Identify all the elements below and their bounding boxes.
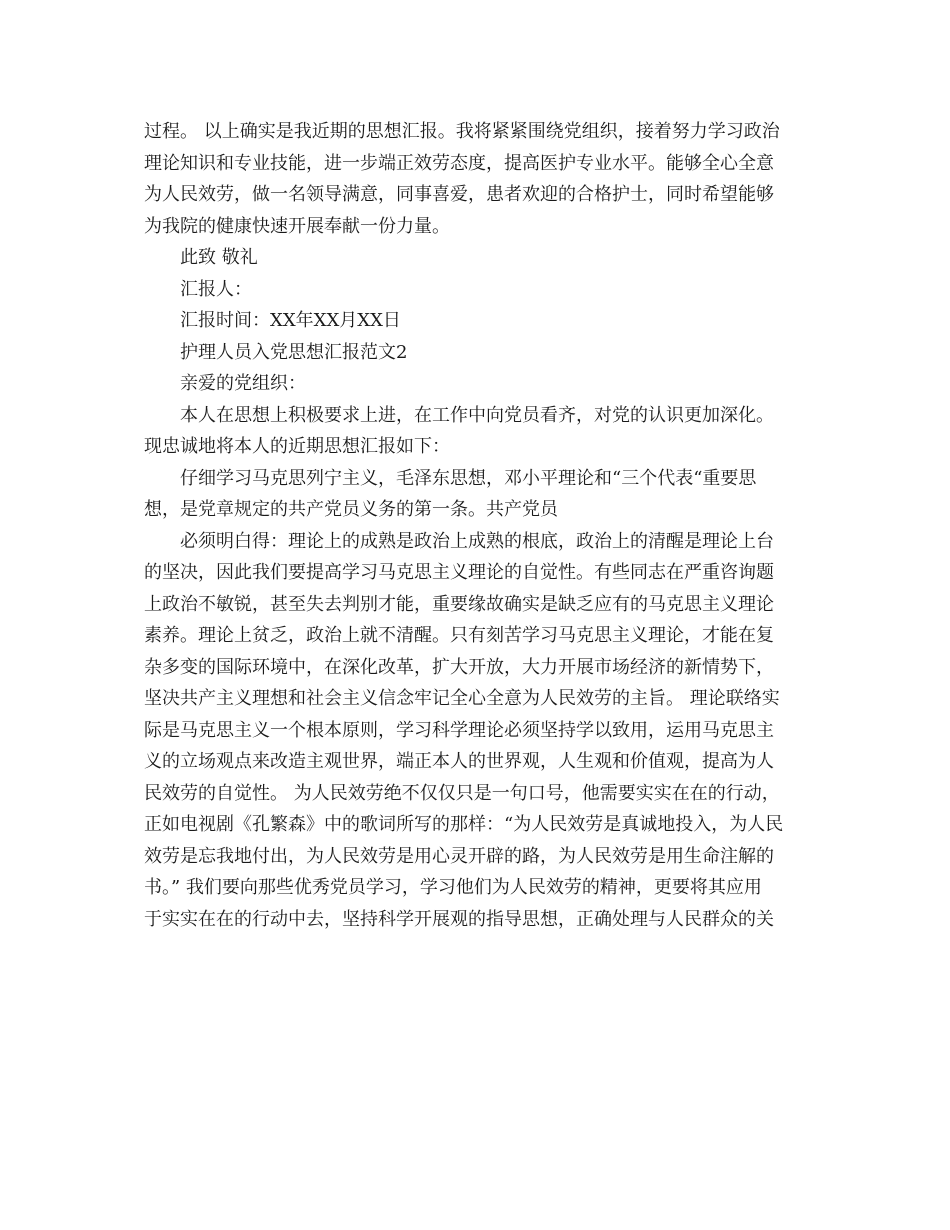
text-line: 素养。理论上贫乏，政治上就不清醒。只有刻苦学习马克思主义理论，才能在复 <box>144 625 774 646</box>
text-line: 汇报人： <box>180 278 252 300</box>
text-line: 杂多变的国际环境中，在深化改革，扩大开放，大力开展市场经济的新情势下， <box>144 656 774 678</box>
text-line: 为我院的健康快速开展奉献一份力量。 <box>144 215 450 237</box>
text-line: 理论知识和专业技能，进一步端正效劳态度，提高医护专业水平。能够全心全意 <box>144 152 774 174</box>
text-line: 汇报时间：XX年XX月XX日 <box>180 310 401 331</box>
text-line: 的坚决，因此我们要提高学习马克思主义理论的自觉性。有些同志在严重咨询题 <box>144 562 774 583</box>
text-line: 坚决共产主义理想和社会主义信念牢记全心全意为人民效劳的主旨。 理论联络实 <box>144 688 780 709</box>
text-line: 书。” 我们要向那些优秀党员学习，学习他们为人民效劳的精神，更要将其应用 <box>144 877 762 898</box>
text-line: 于实实在在的行动中去，坚持科学开展观的指导思想，正确处理与人民群众的关 <box>144 908 774 930</box>
text-line: 此致 敬礼 <box>180 247 258 268</box>
document-body <box>144 116 804 935</box>
text-line: 想，是党章规定的共产党员义务的第一条。共产党员 <box>144 499 558 520</box>
text-line: 上政治不敏锐，甚至失去判别才能，重要缘故确实是缺乏应有的马克思主义理论 <box>144 593 774 615</box>
text-line: 亲爱的党组织： <box>180 373 306 394</box>
text-line: 护理人员入党思想汇报范文2 <box>180 341 408 363</box>
text-line: 必须明白得：理论上的成熟是政治上成熟的根底，政治上的清醒是理论上台 <box>180 530 774 552</box>
text-line: 为人民效劳，做一名领导满意，同事喜爱，患者欢迎的合格护士，同时希望能够 <box>144 184 774 205</box>
text-line: 际是马克思主义一个根本原则，学习科学理论必须坚持学以致用，运用马克思主 <box>144 719 774 741</box>
text-line: 民效劳的自觉性。 为人民效劳绝不仅仅只是一句口号，他需要实实在在的行动， <box>144 782 780 804</box>
text-line: 正如电视剧《孔繁森》中的歌词所写的那样：“为人民效劳是真诚地投入，为人民 <box>144 814 784 835</box>
text-line: 效劳是忘我地付出，为人民效劳是用心灵开辟的路，为人民效劳是用生命注解的 <box>144 845 774 867</box>
text-line: 过程。 以上确实是我近期的思想汇报。我将紧紧围绕党组织，接着努力学习政治 <box>144 121 780 142</box>
text-line: 现忠诚地将本人的近期思想汇报如下： <box>144 436 450 457</box>
text-line: 义的立场观点来改造主观世界，端正本人的世界观，人生观和价值观，提高为人 <box>144 751 774 772</box>
text-line: 本人在思想上积极要求上进，在工作中向党员看齐，对党的认识更加深化。 <box>180 404 774 426</box>
text-line: 仔细学习马克思列宁主义，毛泽东思想，邓小平理论和“三个代表“重要思 <box>180 467 757 489</box>
